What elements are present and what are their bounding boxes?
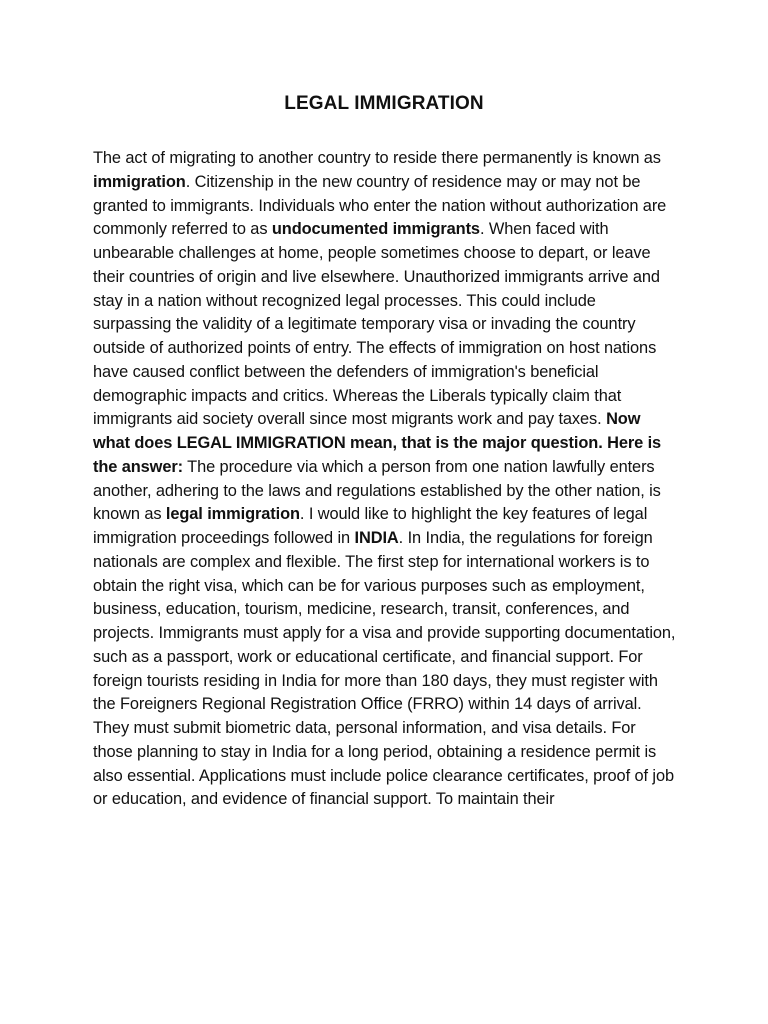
body-text-segment: . Citizenship in the new country of residence may or may not be granted to immigrants. Individuals who enter the nation without authorization are commonly referred to as (93, 172, 667, 239)
body-text-segment: . I would like to highlight the key features of legal immigration proceedings followed in (93, 505, 648, 547)
body-text-segment: . When faced with unbearable challenges at home, people sometimes choose to depart, or leave their countries of origin and live elsewhere. Unauthorized immigrants arrive and stay in a nation without recognized legal processes. This could include surpassing the validity of a legitimate temporary visa or invading the country outside of authorized points of entry. The effects of immigration on host nations have caused conflict between the defenders of immigration's beneficial demographic impacts and critics. Whereas the Liberals typically claim that immigrants aid society overall since most migrants work and pay taxes. (93, 220, 660, 429)
body-text-segment: The procedure via which a person from one nation lawfully enters another, adhering to the laws and regulations established by the other nation, is known as (93, 457, 661, 524)
document-title: LEGAL IMMIGRATION (284, 93, 484, 114)
bold-term-undocumented-immigrants: undocumented immigrants (271, 220, 480, 239)
bold-term-immigration: immigration (93, 172, 186, 191)
bold-question-sentence: Now what does LEGAL IMMIGRATION mean, that is the major question. Here is the answer: (93, 410, 662, 476)
body-text-segment: . In India, the regulations for foreign nationals are complex and flexible. The first step for international workers is to obtain the right visa, which can be for various purposes such as employment, business, education, tourism, medicine, research, transit, conferences, and projects. Immigrants must apply for a visa and provide supporting documentation, such as a passport, work or educational certificate, and financial support. For foreign tourists residing in India for more than 180 days, they must register with the Foreigners Regional Registration Office (FRRO) within 14 days of arrival. They must submit biometric data, personal information, and visa details. For those planning to stay in India for a long period, obtaining a residence permit is also essential. Applications must include police clearance certificates, proof of job or education, and evidence of financial support. To maintain their (93, 529, 676, 809)
document-body (93, 147, 676, 812)
body-text-segment: The act of migrating to another country to reside there permanently is known as (93, 149, 661, 167)
bold-term-legal-immigration: legal immigration (165, 505, 300, 524)
bold-term-india: INDIA (354, 529, 399, 547)
